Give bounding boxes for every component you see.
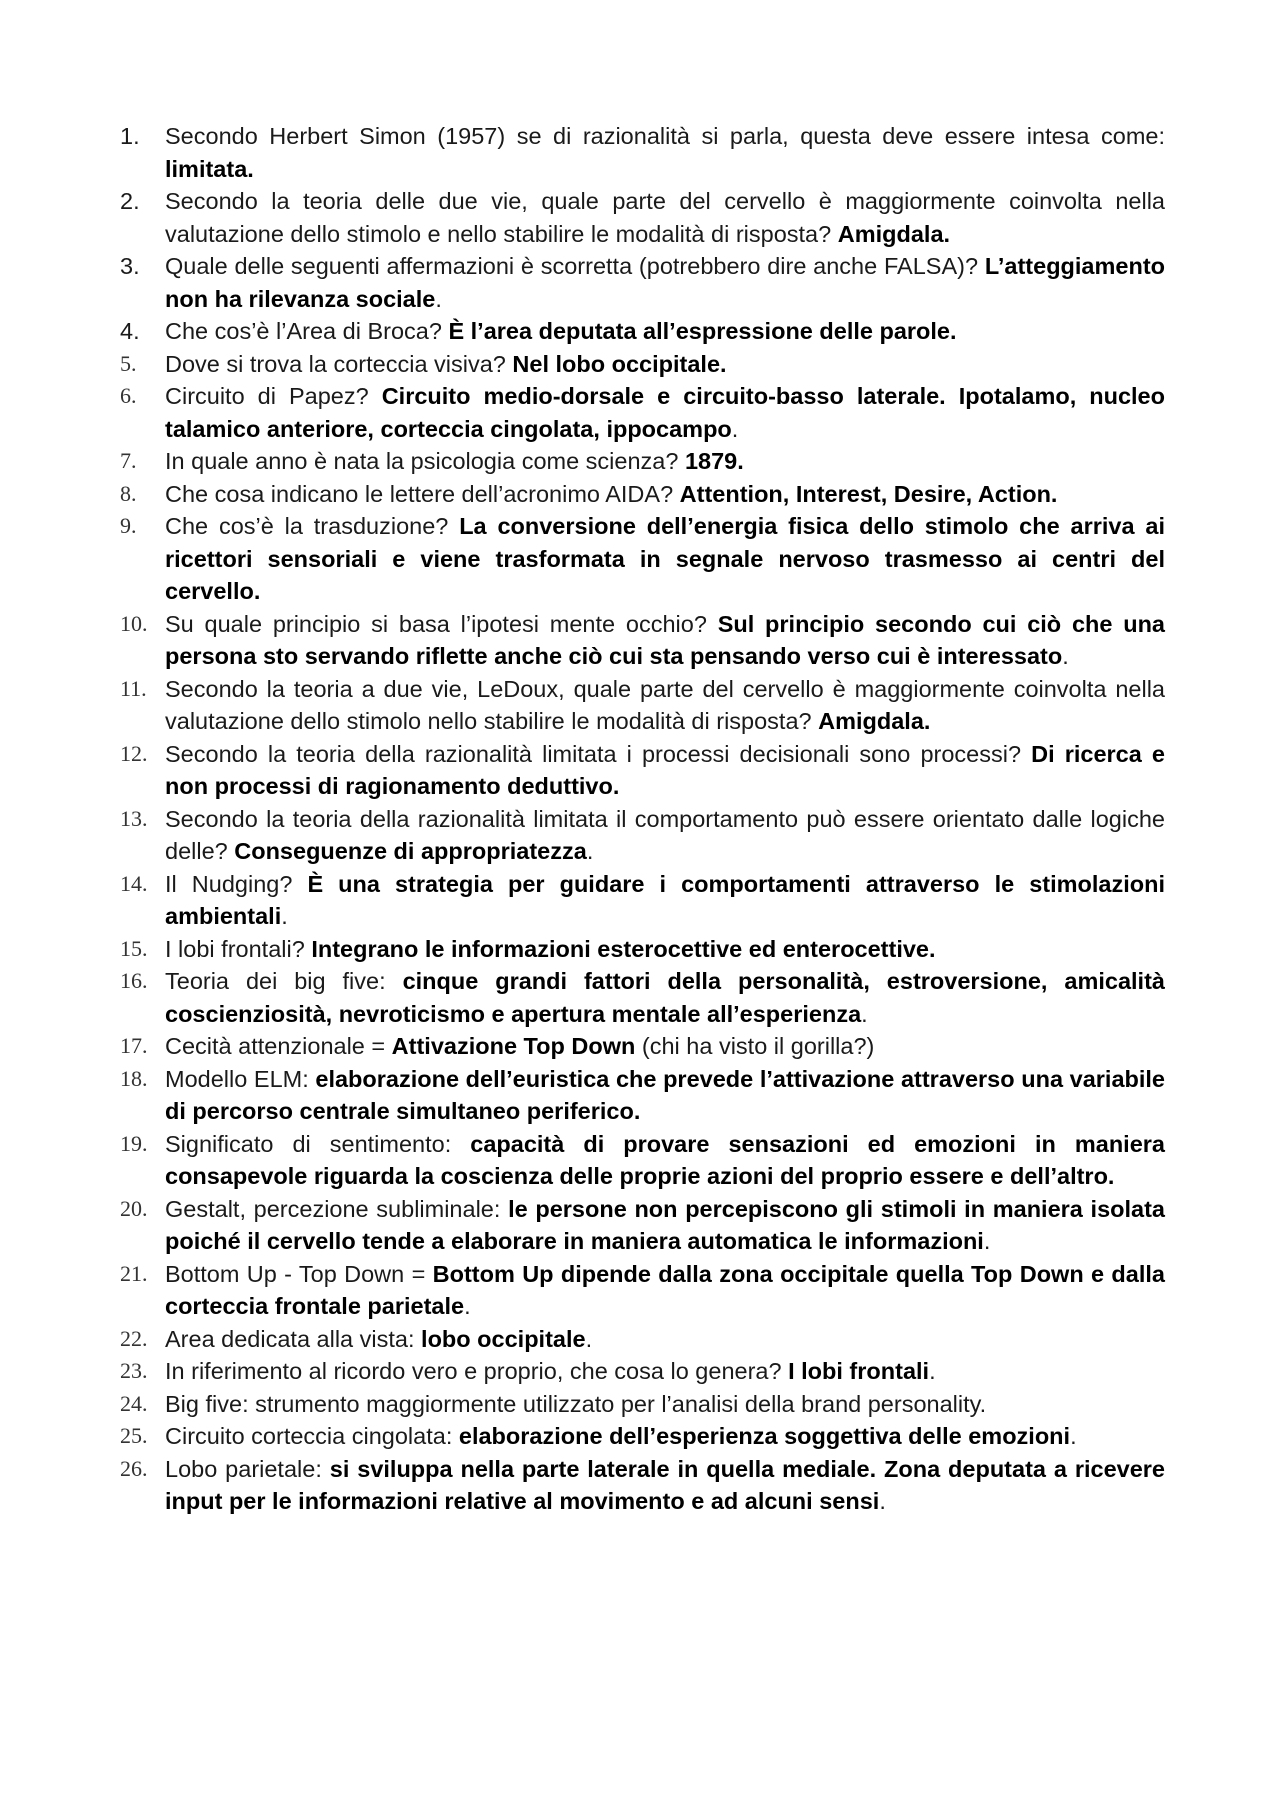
list-item [120, 1030, 1165, 1063]
question-text: Bottom Up - Top Down = [165, 1260, 433, 1287]
item-number: 9. [120, 513, 137, 538]
answer-text: lobo occipitale [421, 1325, 586, 1352]
list-item [120, 380, 1165, 445]
question-list [120, 120, 1166, 1518]
answer-text: capacità di provare sensazioni ed emozioni in maniera consapevole riguarda la coscienza delle proprie azioni del proprio essere e dell’altro. [165, 1130, 1165, 1189]
trailing-text: . [1062, 643, 1069, 669]
trailing-text: . [861, 1000, 868, 1027]
list-item [120, 1323, 1165, 1356]
answer-text: si sviluppa nella parte laterale in quella mediale. Zona deputata a ricevere input per le informazioni relative al movimento e ad alcuni sensi [165, 1455, 1165, 1514]
trailing-text: (chi ha visto il gorilla?) [635, 1033, 875, 1059]
item-number: 11. [120, 675, 147, 701]
question-text: Circuito corteccia cingolata: [165, 1423, 459, 1449]
answer-text: Conseguenze di appropriatezza [234, 838, 587, 864]
question-text: Significato di sentimento: [165, 1130, 471, 1157]
answer-text: L’atteggiamento non ha rilevanza sociale [165, 253, 1165, 312]
question-text: Che cos’è la trasduzione? [165, 513, 460, 539]
item-number: 13. [120, 805, 148, 831]
item-number: 22. [120, 1325, 148, 1351]
answer-text: Bottom Up dipende dalla zona occipitale quella Top Down e dalla corteccia frontale parietale [165, 1260, 1165, 1319]
answer-text: Amigdala. [837, 220, 951, 247]
answer-text: Circuito medio-dorsale e circuito-basso laterale. Ipotalamo, nucleo talamico anteriore, corteccia cingolata, ippocampo [165, 383, 1165, 442]
list-item [120, 348, 1165, 381]
list-item [120, 1388, 1165, 1421]
list-item [120, 803, 1165, 868]
question-text: Su quale principio si basa l’ipotesi mente occhio? [165, 610, 718, 637]
question-text: In quale anno è nata la psicologia come scienza? [165, 448, 685, 474]
question-text: Che cos’è l’Area di Broca? [165, 318, 449, 344]
item-number: 18. [120, 1065, 148, 1091]
trailing-text: . [585, 1325, 593, 1352]
item-number: 25. [120, 1423, 148, 1448]
trailing-text: . [1070, 1423, 1077, 1449]
list-item [120, 445, 1165, 478]
item-number: 26. [120, 1455, 148, 1481]
item-number: 6. [120, 383, 137, 408]
list-item [120, 250, 1165, 315]
list-item [120, 1420, 1165, 1453]
question-text: Modello ELM: [165, 1065, 316, 1092]
list-item [120, 120, 1165, 185]
item-number: 20. [120, 1195, 148, 1221]
item-number: 10. [120, 610, 148, 636]
item-number: 12. [120, 740, 148, 766]
list-item [120, 738, 1165, 803]
question-text: Lobo parietale: [165, 1455, 330, 1482]
question-text: Teoria dei big five: [165, 968, 403, 994]
item-number: 16. [120, 968, 148, 993]
question-text: Dove si trova la corteccia visiva? [165, 350, 513, 377]
item-number: 7. [120, 448, 137, 473]
item-number: 24. [120, 1390, 148, 1416]
item-number: 14. [120, 870, 148, 896]
list-item [120, 1453, 1165, 1518]
trailing-text: . [879, 1488, 886, 1514]
list-item [120, 478, 1165, 511]
list-item [120, 868, 1165, 933]
item-number: 4. [120, 318, 140, 344]
answer-text: 1879. [684, 448, 744, 474]
answer-text: Amigdala. [818, 708, 931, 734]
question-text: Area dedicata alla vista: [165, 1325, 422, 1352]
answer-text: È l’area deputata all’espressione delle parole. [448, 318, 957, 344]
answer-text: elaborazione dell’esperienza soggettiva delle emozioni [458, 1423, 1071, 1449]
list-item [120, 1193, 1166, 1258]
item-number: 15. [120, 935, 148, 961]
answer-text: Attention, Interest, Desire, Action. [679, 480, 1058, 507]
trailing-text: . [731, 415, 739, 442]
answer-text: La conversione dell’energia fisica dello stimolo che arriva ai ricettori sensoriali e viene trasformata in segnale nervoso trasmesso ai centri del cervello. [165, 513, 1165, 604]
question-text: Secondo la teoria della razionalità limitata i processi decisionali sono processi? [165, 740, 1032, 767]
item-number: 21. [120, 1260, 148, 1286]
answer-text: cinque grandi fattori della personalità, estroversione, amicalità coscienziosità, nevroticismo e apertura mentale all’esperienza [165, 968, 1165, 1027]
item-number: 3. [120, 253, 140, 279]
list-item [120, 933, 1165, 966]
question-text: Big five: strumento maggiormente utilizzato per l’analisi della brand personality. [165, 1390, 987, 1417]
question-text: Circuito di Papez? [165, 383, 382, 409]
question-text: Che cosa indicano le lettere dell’acronimo AIDA? [165, 480, 680, 507]
answer-text: limitata. [165, 155, 254, 182]
question-text: Il Nudging? [165, 870, 308, 897]
question-text: Quale delle seguenti affermazioni è scorretta (potrebbero dire anche FALSA)? [165, 253, 985, 279]
trailing-text: . [983, 1228, 991, 1254]
list-item [120, 315, 1165, 348]
list-item [120, 185, 1165, 250]
question-text: I lobi frontali? [165, 935, 312, 962]
item-number: 1. [120, 123, 140, 149]
list-item [120, 510, 1165, 608]
trailing-text: . [435, 285, 442, 312]
answer-text: Nel lobo occipitale. [512, 350, 727, 377]
answer-text: Attivazione Top Down [391, 1033, 636, 1059]
answer-text: È una strategia per guidare i comportamenti attraverso le stimolazioni ambientali [165, 870, 1165, 929]
trailing-text: . [281, 903, 288, 929]
question-text: Secondo la teoria a due vie, LeDoux, quale parte del cervello è maggiormente coinvolta nella valutazione dello stimolo nello stabilire le modalità di risposta? [165, 675, 1165, 734]
list-item [120, 965, 1165, 1030]
item-number: 2. [120, 188, 140, 214]
list-item [120, 1355, 1165, 1388]
question-text: Gestalt, percezione subliminale: [165, 1195, 509, 1222]
trailing-text: . [586, 838, 594, 864]
answer-text: Sul principio secondo cui ciò che una persona sto servando riflette anche ciò cui sta pensando verso cui è interessato [165, 610, 1166, 669]
item-number: 17. [120, 1033, 148, 1058]
item-number: 8. [120, 480, 137, 506]
question-text: Secondo Herbert Simon (1957) se di razionalità si parla, questa deve essere intesa come: [165, 123, 1165, 149]
answer-text: le persone non percepiscono gli stimoli in maniera isolata poiché il cervello tende a elaborare in maniera automatica le informazioni [165, 1195, 1166, 1254]
question-text: Secondo la teoria delle due vie, quale parte del cervello è maggiormente coinvolta nella valutazione dello stimolo e nello stabilire le modalità di risposta? [165, 188, 1165, 247]
list-item [120, 1128, 1165, 1193]
list-item [120, 608, 1166, 673]
answer-text: Di ricerca e non processi di ragionamento deduttivo. [165, 740, 1165, 799]
item-number: 23. [120, 1358, 148, 1383]
question-text: Secondo la teoria della razionalità limitata il comportamento può essere orientato dalle logiche delle? [165, 805, 1165, 864]
question-text: In riferimento al ricordo vero e proprio, che cosa lo genera? [165, 1358, 789, 1384]
list-item [120, 1063, 1165, 1128]
trailing-text: . [464, 1293, 471, 1319]
question-text: Cecità attenzionale = [165, 1033, 392, 1059]
answer-text: elaborazione dell’euristica che prevede l’attivazione attraverso una variabile di percorso centrale simultaneo periferico. [165, 1065, 1165, 1124]
answer-text: I lobi frontali [788, 1358, 930, 1384]
answer-text: Integrano le informazioni esterocettive ed enterocettive. [311, 935, 936, 962]
item-number: 19. [120, 1130, 148, 1156]
list-item [120, 673, 1165, 738]
list-item [120, 1258, 1165, 1323]
item-number: 5. [120, 350, 137, 376]
trailing-text: . [929, 1358, 936, 1384]
document-page [120, 120, 1166, 1518]
